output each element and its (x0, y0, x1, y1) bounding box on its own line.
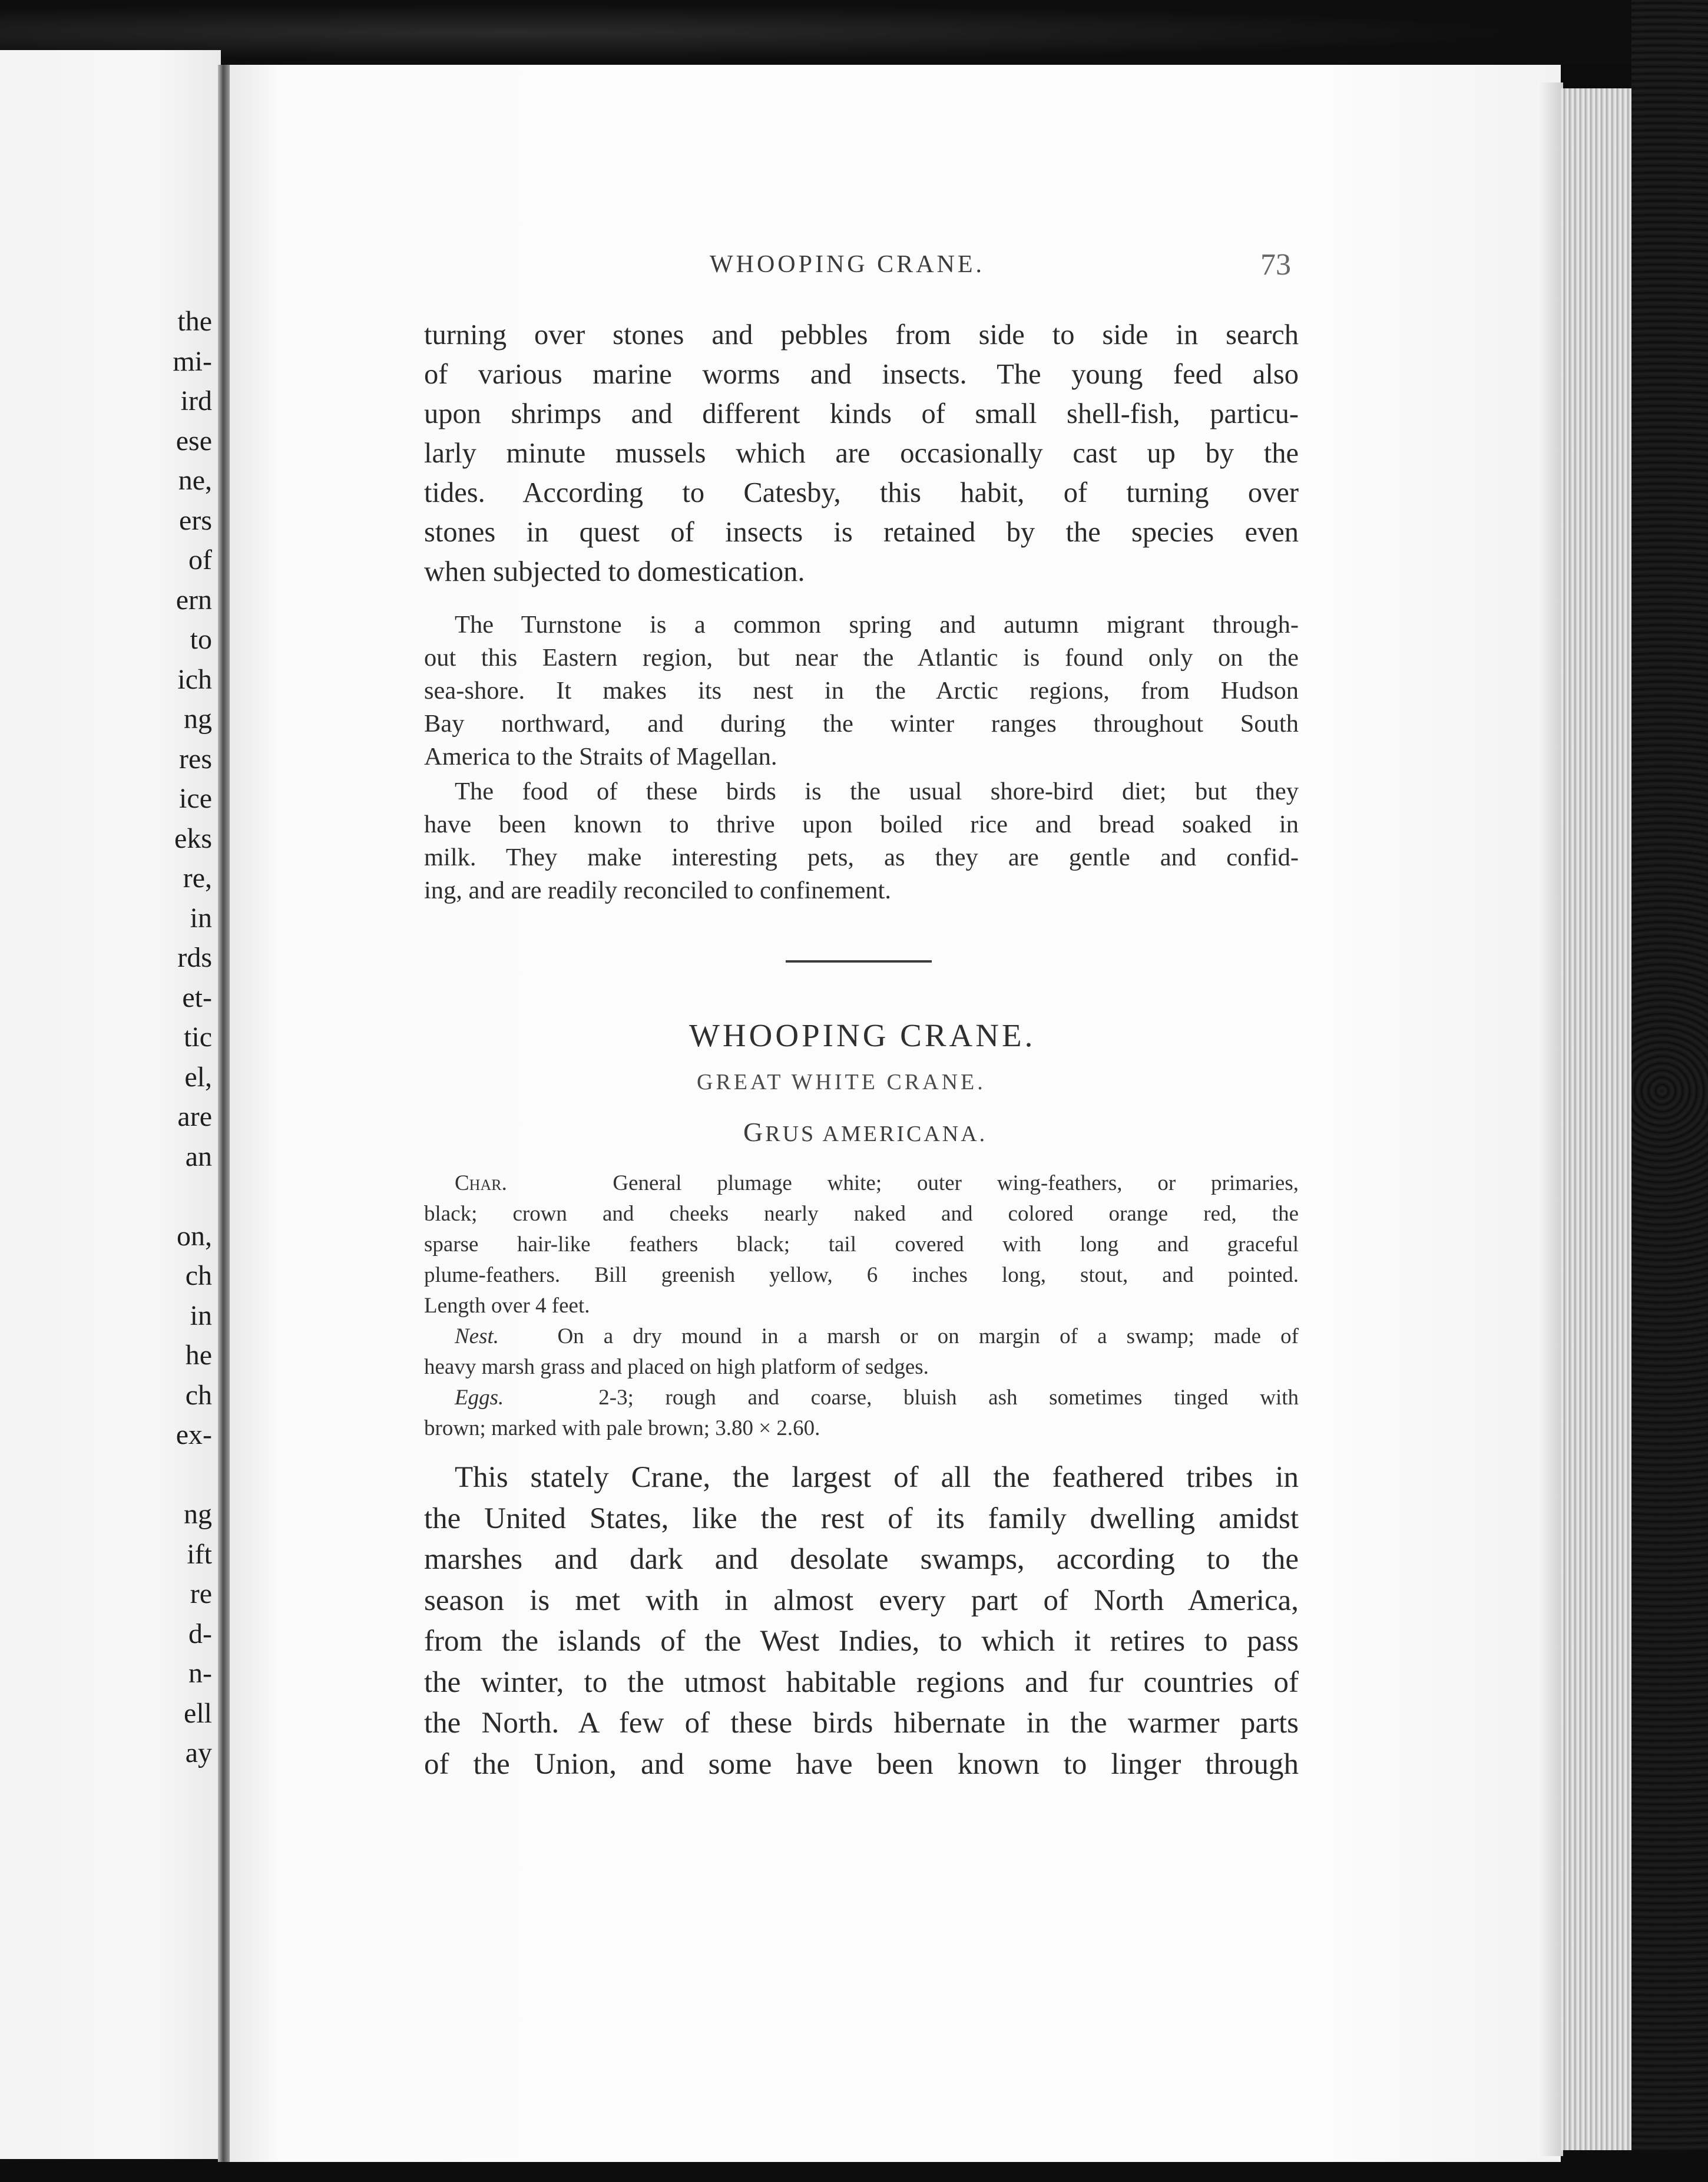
book-gutter (218, 65, 230, 2162)
left-page-word: ng (184, 703, 212, 735)
text-line: The Turnstone is a common spring and autumn migrant through- (455, 611, 1299, 639)
left-page-word: n- (188, 1658, 212, 1689)
char-line: plume-feathers. Bill greenish yellow, 6 inches long, stout, and pointed. (424, 1263, 1299, 1287)
running-head: WHOOPING CRANE. (710, 251, 985, 278)
left-page-word: are (177, 1101, 212, 1132)
left-page-word: d- (188, 1618, 212, 1649)
left-page-word: an (185, 1140, 212, 1172)
left-page-word: the (177, 306, 212, 337)
left-page-word: ice (179, 783, 212, 814)
section-divider (786, 960, 932, 963)
text-line: turning over stones and pebbles from side to side in search (424, 319, 1299, 351)
left-page-word (173, 1176, 212, 1216)
text-line: season is met with in almost every part of North America, (424, 1583, 1299, 1617)
left-page-word: ex- (176, 1419, 212, 1450)
eggs-text: 2-3; rough and coarse, bluish ash sometimes tinged with (598, 1386, 1299, 1410)
text-line: stones in quest of insects is retained by the species even (424, 517, 1299, 548)
text-line: America to the Straits of Magellan. (424, 743, 777, 771)
left-page-word: ird (180, 385, 212, 416)
eggs-line (424, 1383, 1299, 1413)
text-line: milk. They make interesting pets, as they are gentle and confid- (424, 844, 1299, 871)
book-page-edges (1561, 88, 1631, 2150)
text-line: upon shrimps and different kinds of small shell-fish, particu- (424, 398, 1299, 429)
text-line: have been known to thrive upon boiled rice and bread soaked in (424, 811, 1299, 838)
left-page-word: of (188, 544, 212, 576)
left-page-word: ers (179, 504, 212, 536)
text-line: This stately Crane, the largest of all the feathered tribes in (455, 1461, 1299, 1494)
page-edge-shadow (1537, 82, 1563, 2156)
text-line: larly minute mussels which are occasionally cast up by the (424, 438, 1299, 469)
turnstone-paragraph-food (424, 775, 1299, 907)
text-line: Bay northward, and during the winter ranges throughout South (424, 710, 1299, 738)
left-page-word: ch (185, 1379, 212, 1411)
char-line: sparse hair-like feathers black; tail covered with long and graceful (424, 1232, 1299, 1257)
text-line: of various marine worms and insects. The young feed also (424, 359, 1299, 390)
text-line: sea-shore. It makes its nest in the Arctic regions, from Hudson (424, 677, 1299, 705)
latin-rest: RUS AMERICANA. (765, 1122, 988, 1146)
left-page-word: he (185, 1340, 212, 1371)
nest-text: On a dry mound in a marsh or on margin of a swamp; made of (557, 1324, 1299, 1348)
text-line: the North. A few of these birds hibernate in the warmer parts (424, 1707, 1299, 1740)
text-line: the United States, like the rest of its family dwelling amidst (424, 1502, 1299, 1535)
left-page-word: ell (184, 1697, 212, 1729)
text-line: ing, and are readily reconciled to confinement. (424, 877, 891, 904)
opening-paragraph (424, 315, 1299, 591)
background-top (0, 0, 1708, 65)
latin-initial: G (743, 1117, 766, 1147)
text-line: from the islands of the West Indies, to which it retires to pass (424, 1625, 1299, 1658)
left-page-word: ng (184, 1499, 212, 1530)
species-latin-name (743, 1116, 987, 1148)
turnstone-paragraph-range (424, 609, 1299, 773)
left-page-word: re (190, 1578, 212, 1609)
left-page-word: el, (184, 1061, 212, 1093)
nest-label: Nest. (455, 1324, 499, 1348)
eggs-label: Eggs. (455, 1386, 504, 1410)
text-line: tides. According to Catesby, this habit, of turning over (424, 477, 1299, 508)
species-characteristics (424, 1168, 1299, 1444)
left-page-word: et- (182, 981, 212, 1013)
left-page-word: ern (176, 584, 212, 616)
left-page-word: ch (185, 1260, 212, 1291)
left-page-word: res (179, 743, 212, 775)
left-page-word: re, (183, 862, 212, 894)
left-page-word: eks (174, 822, 212, 854)
left-page-word: ift (187, 1538, 212, 1570)
text-line: marshes and dark and desolate swamps, according to the (424, 1543, 1299, 1576)
char-text: General plumage white; outer wing-feathers, or primaries, (613, 1171, 1299, 1195)
left-page-line-endings (173, 302, 212, 1773)
left-page-word: ich (177, 663, 212, 695)
nest-line (424, 1321, 1299, 1352)
left-page-word: in (190, 902, 212, 934)
text-line: when subjected to domestication. (424, 556, 805, 587)
left-page-word: ese (176, 425, 212, 457)
species-title: WHOOPING CRANE. (689, 1017, 1036, 1053)
left-page-word: to (190, 624, 212, 655)
text-line: out this Eastern region, but near the Atlantic is found only on the (424, 644, 1299, 672)
species-subtitle: GREAT WHITE CRANE. (697, 1070, 986, 1095)
page-number: 73 (1260, 248, 1291, 282)
char-line (424, 1168, 1299, 1199)
text-line: the winter, to the utmost habitable regions and fur countries of (424, 1665, 1299, 1699)
left-page-word: rds (177, 942, 212, 973)
nest-line: heavy marsh grass and placed on high platform of sedges. (424, 1355, 929, 1379)
text-line: of the Union, and some have been known to linger through (424, 1747, 1299, 1781)
left-page-word: ne, (178, 465, 212, 496)
left-page-word: mi- (173, 345, 212, 377)
char-line: Length over 4 feet. (424, 1294, 590, 1318)
char-label: Char. (455, 1171, 507, 1195)
left-page-word: in (190, 1300, 212, 1331)
text-line: The food of these birds is the usual shore-bird diet; but they (455, 778, 1299, 805)
left-page-word: ay (185, 1737, 212, 1768)
crane-description (424, 1457, 1299, 1785)
char-line: black; crown and cheeks nearly naked and colored orange red, the (424, 1202, 1299, 1226)
eggs-line: brown; marked with pale brown; 3.80 × 2.60. (424, 1416, 820, 1440)
left-page-word: on, (177, 1220, 212, 1252)
left-page-word: tic (184, 1021, 212, 1053)
background-right (1631, 0, 1708, 2182)
left-page-word (173, 1455, 212, 1495)
